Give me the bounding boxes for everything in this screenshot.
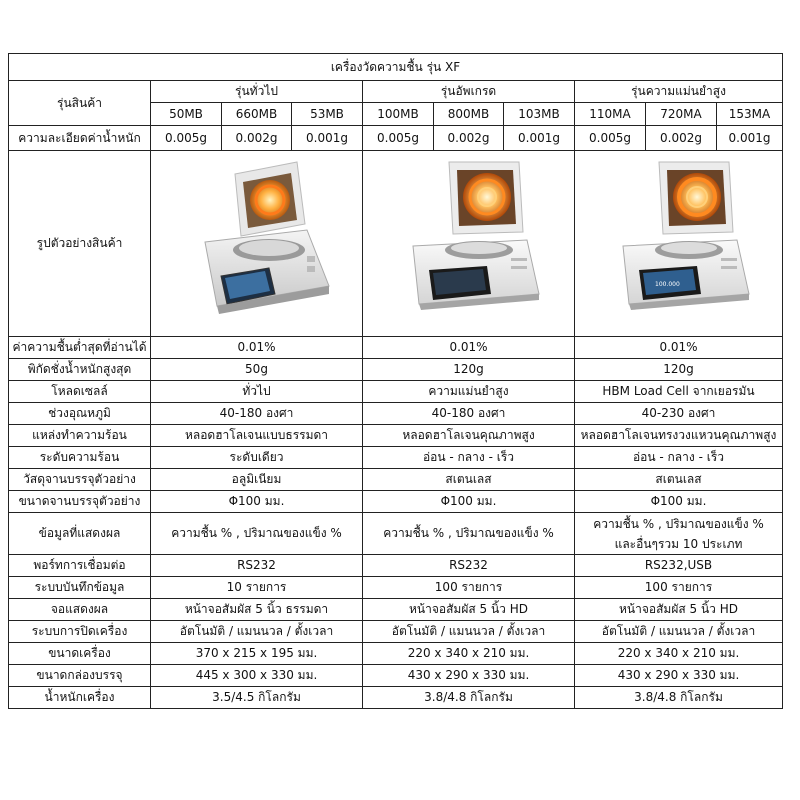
value-cell: อ่อน - กลาง - เร็ว: [363, 447, 575, 469]
value-line: ความชื้น % , ปริมาณของแข็ง %: [593, 516, 764, 531]
row-label: พอร์ทการเชื่อมต่อ: [9, 555, 151, 577]
spec-row: [9, 447, 783, 469]
row-label: ระดับความร้อน: [9, 447, 151, 469]
spec-row: [9, 599, 783, 621]
value-cell: RS232: [151, 555, 363, 577]
value-cell: อัตโนมัติ / แมนนวล / ตั้งเวลา: [575, 621, 783, 643]
value-cell: ทั่วไป: [151, 381, 363, 403]
spec-row: [9, 469, 783, 491]
row-label: ระบบการปิดเครื่อง: [9, 621, 151, 643]
product-image-standard: [151, 151, 363, 337]
model-cell: 50MB: [151, 103, 222, 126]
model-cell: 110MA: [575, 103, 646, 126]
model-cell: 720MA: [646, 103, 717, 126]
model-cell: 800MB: [434, 103, 504, 126]
value-cell: 3.8/4.8 กิโลกรัม: [363, 687, 575, 709]
title-row: [9, 54, 783, 81]
value-cell: 0.002g: [222, 126, 292, 151]
spec-row: [9, 621, 783, 643]
value-cell: 0.01%: [151, 337, 363, 359]
value-cell: 0.002g: [646, 126, 717, 151]
spec-row: [9, 687, 783, 709]
screen-readout: 100.000: [654, 281, 680, 288]
value-cell: อ่อน - กลาง - เร็ว: [575, 447, 783, 469]
spec-row: [9, 665, 783, 687]
value-cell: 0.005g: [151, 126, 222, 151]
spec-table-container: [8, 53, 783, 709]
value-cell: 0.001g: [504, 126, 575, 151]
model-cell: 100MB: [363, 103, 434, 126]
value-cell: 0.001g: [717, 126, 783, 151]
spec-row-display: [9, 513, 783, 555]
model-cell: 103MB: [504, 103, 575, 126]
row-label: ระบบบันทึกข้อมูล: [9, 577, 151, 599]
moisture-analyzer-image: [369, 154, 569, 329]
row-label: ขนาดเครื่อง: [9, 643, 151, 665]
value-cell: 0.01%: [575, 337, 783, 359]
group-upgrade: รุ่นอัพเกรด: [363, 81, 575, 103]
value-cell: 0.001g: [292, 126, 363, 151]
product-image-high-precision: [575, 151, 783, 337]
group-standard: รุ่นทั่วไป: [151, 81, 363, 103]
value-cell: RS232: [363, 555, 575, 577]
value-cell: 50g: [151, 359, 363, 381]
value-cell: HBM Load Cell จากเยอรมัน: [575, 381, 783, 403]
spec-table: [8, 53, 783, 709]
value-cell: ความชื้น % , ปริมาณของแข็ง %: [363, 513, 575, 555]
value-cell: 0.01%: [363, 337, 575, 359]
spec-row: [9, 359, 783, 381]
row-label: ช่วงอุณหภูมิ: [9, 403, 151, 425]
value-cell: 430 x 290 x 330 มม.: [575, 665, 783, 687]
value-cell: หลอดฮาโลเจนแบบธรรมดา: [151, 425, 363, 447]
value-cell: 0.002g: [434, 126, 504, 151]
model-cell: 53MB: [292, 103, 363, 126]
value-cell: 0.005g: [575, 126, 646, 151]
value-cell: ระดับเดียว: [151, 447, 363, 469]
spec-row: [9, 491, 783, 513]
value-line: และอื่นๆรวม 10 ประเภท: [614, 536, 743, 551]
value-cell: RS232,USB: [575, 555, 783, 577]
moisture-analyzer-image: [579, 154, 779, 329]
value-cell: ความแม่นยำสูง: [363, 381, 575, 403]
row-label: จอแสดงผล: [9, 599, 151, 621]
value-cell: 120g: [575, 359, 783, 381]
value-cell: หน้าจอสัมผัส 5 นิ้ว HD: [575, 599, 783, 621]
value-cell: 220 x 340 x 210 มม.: [575, 643, 783, 665]
row-label: แหล่งทำความร้อน: [9, 425, 151, 447]
resolution-row: [9, 126, 783, 151]
value-cell: 370 x 215 x 195 มม.: [151, 643, 363, 665]
spec-row: [9, 425, 783, 447]
row-label: วัสดุจานบรรจุตัวอย่าง: [9, 469, 151, 491]
spec-row: [9, 337, 783, 359]
row-label: รูปตัวอย่างสินค้า: [9, 151, 151, 337]
value-cell: 0.005g: [363, 126, 434, 151]
value-cell: Φ100 มม.: [363, 491, 575, 513]
value-cell: Φ100 มม.: [575, 491, 783, 513]
row-label: ความละเอียดค่าน้ำหนัก: [9, 126, 151, 151]
model-cell: 660MB: [222, 103, 292, 126]
value-cell: 3.8/4.8 กิโลกรัม: [575, 687, 783, 709]
spec-row: [9, 403, 783, 425]
row-label: ค่าความชื้นต่ำสุดที่อ่านได้: [9, 337, 151, 359]
moisture-analyzer-image: [157, 154, 357, 329]
value-cell-multiline: [575, 513, 783, 555]
row-label: น้ำหนักเครื่อง: [9, 687, 151, 709]
row-label: ขนาดกล่องบรรจุ: [9, 665, 151, 687]
value-cell: 40-180 องศา: [363, 403, 575, 425]
value-cell: หน้าจอสัมผัส 5 นิ้ว ธรรมดา: [151, 599, 363, 621]
group-high-precision: รุ่นความแม่นยำสูง: [575, 81, 783, 103]
group-header-row: [9, 81, 783, 103]
value-cell: 120g: [363, 359, 575, 381]
value-cell: สเตนเลส: [363, 469, 575, 491]
value-cell: 10 รายการ: [151, 577, 363, 599]
value-cell: 220 x 340 x 210 มม.: [363, 643, 575, 665]
model-cell: 153MA: [717, 103, 783, 126]
spec-row: [9, 643, 783, 665]
model-row-label: รุ่นสินค้า: [9, 81, 151, 126]
row-label: พิกัดชั่งน้ำหนักสูงสุด: [9, 359, 151, 381]
value-cell: 100 รายการ: [363, 577, 575, 599]
value-cell: 445 x 300 x 330 มม.: [151, 665, 363, 687]
value-cell: หลอดฮาโลเจนคุณภาพสูง: [363, 425, 575, 447]
value-cell: 100 รายการ: [575, 577, 783, 599]
row-label: ข้อมูลที่แสดงผล: [9, 513, 151, 555]
value-cell: 40-180 องศา: [151, 403, 363, 425]
spec-row: [9, 381, 783, 403]
image-row: [9, 151, 783, 337]
value-cell: อัตโนมัติ / แมนนวล / ตั้งเวลา: [363, 621, 575, 643]
value-cell: 40-230 องศา: [575, 403, 783, 425]
value-cell: หลอดฮาโลเจนทรงวงแหวนคุณภาพสูง: [575, 425, 783, 447]
value-cell: อัตโนมัติ / แมนนวล / ตั้งเวลา: [151, 621, 363, 643]
row-label: ขนาดจานบรรจุตัวอย่าง: [9, 491, 151, 513]
value-cell: 3.5/4.5 กิโลกรัม: [151, 687, 363, 709]
spec-row: [9, 555, 783, 577]
product-image-upgrade: [363, 151, 575, 337]
value-cell: อลูมิเนียม: [151, 469, 363, 491]
row-label: โหลดเซลล์: [9, 381, 151, 403]
value-cell: Φ100 มม.: [151, 491, 363, 513]
table-title: เครื่องวัดความชื้น รุ่น XF: [9, 54, 783, 81]
value-cell: 430 x 290 x 330 มม.: [363, 665, 575, 687]
value-cell: หน้าจอสัมผัส 5 นิ้ว HD: [363, 599, 575, 621]
value-cell: ความชื้น % , ปริมาณของแข็ง %: [151, 513, 363, 555]
spec-row: [9, 577, 783, 599]
value-cell: สเตนเลส: [575, 469, 783, 491]
